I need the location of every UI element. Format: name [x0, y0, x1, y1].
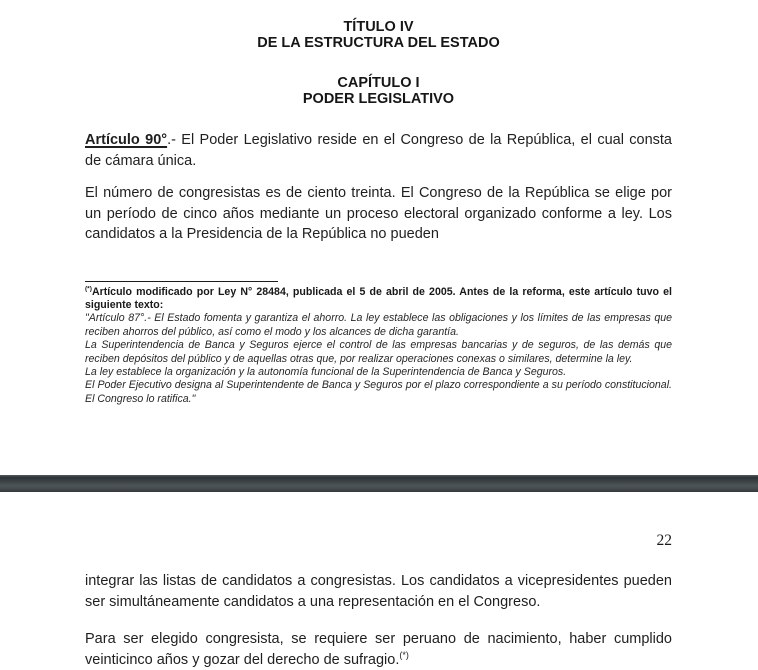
footnote-reference-marker: (*): [399, 649, 409, 660]
body-paragraph: El número de congresistas es de ciento treinta. El Congreso de la República se elige por un período de cinco años mediante un proceso electoral organizado conforme a ley. Los candidatos a la Presidencia de la República no pueden: [85, 185, 672, 242]
page-2-content: [85, 532, 672, 670]
article-90-paragraph: [85, 130, 672, 171]
article-number-label: Artículo 90°: [85, 132, 168, 148]
title-line: DE LA ESTRUCTURA DEL ESTADO: [257, 35, 500, 51]
page-1-content: [85, 0, 672, 406]
page-number: 22: [656, 532, 672, 549]
footnote-italic-paragraph: El Poder Ejecutivo designa al Superintendente de Banca y Seguros por el plazo correspondiente a su período constitucional. El Congreso lo ratifica.": [85, 379, 672, 405]
footnote-italic-paragraph: "Artículo 87°.- El Estado fomenta y garantiza el ahorro. La ley establece las obligaciones y los límites de las empresas que reciben ahorros del público, así como el modo y los alcances de dicha garantía.: [85, 312, 672, 338]
body-paragraph: [85, 629, 672, 670]
footnote-italic-paragraph: La Superintendencia de Banca y Seguros ejerce el control de las empresas bancarias y de seguros, de las demás que reciben depósitos del público y de aquellas otras que, por realizar operaciones conexas o similares, determine la ley.: [85, 339, 672, 365]
chapter-line: CAPÍTULO I: [337, 75, 420, 91]
footnote-italic-paragraph: La ley establece la organización y la autonomía funcional de la Superintendencia de Banca y Seguros.: [85, 365, 567, 378]
article-text: El Poder Legislativo reside en el Congreso de la República, el cual consta de cámara única.: [85, 132, 673, 169]
page-2: [0, 492, 758, 670]
chapter-line: PODER LEGISLATIVO: [302, 91, 455, 107]
footnote-divider: [85, 281, 278, 282]
footnote-marker: (*): [85, 284, 92, 292]
title-line: TÍTULO IV: [343, 19, 414, 35]
chapter-block: [85, 75, 672, 107]
body-paragraph-text: Para ser elegido congresista, se requiere ser peruano de nacimiento, haber cumplido veinticinco años y gozar del derecho de sufragio.: [85, 631, 672, 668]
page-separator-band: [0, 475, 758, 493]
footnote-bold-text: Artículo modificado por Ley N° 28484, publicada el 5 de abril de 2005. Antes de la reforma, este artículo tuvo el siguiente texto:: [85, 285, 672, 311]
body-paragraph: integrar las listas de candidatos a congresistas. Los candidatos a vicepresidentes pueden ser simultáneamente candidatos a una representación en el Congreso.: [85, 573, 672, 610]
title-block: [85, 0, 672, 51]
footnote-bold-paragraph: [85, 286, 672, 313]
article-separator: .-: [167, 132, 176, 148]
